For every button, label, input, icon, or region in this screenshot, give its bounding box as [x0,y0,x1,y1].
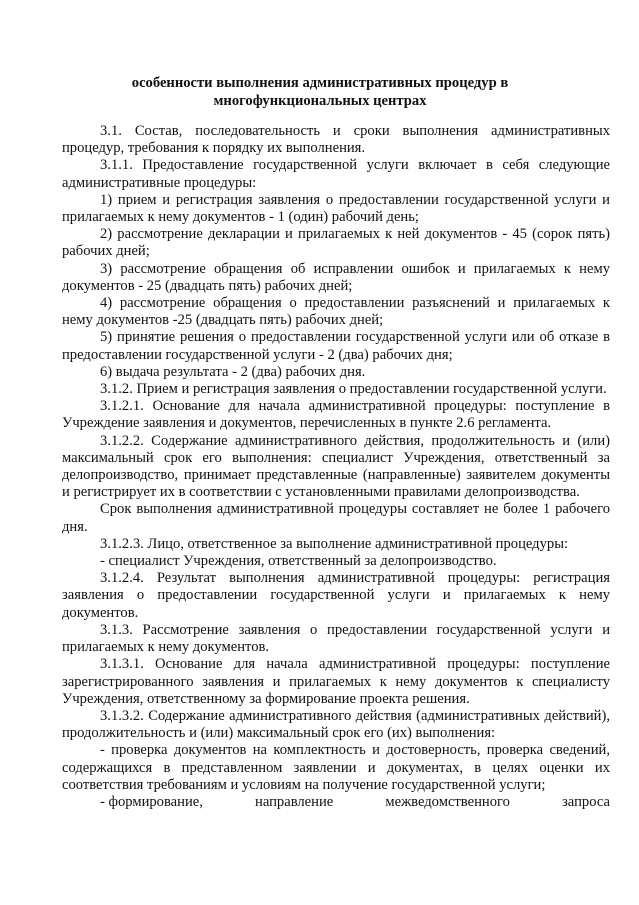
paragraph-3-1-2: 3.1.2. Прием и регистрация заявления о предоставлении государственной услуги. [100,381,607,398]
paragraph-3-1-3: 3.1.3. Рассмотрение заявления о предоставлении государственной услуги и прилагаемых к нему документов. [62,621,610,656]
paragraph-3-1-3-2: 3.1.3.2. Содержание административного действия (административных действий), продолжительность и (или) максимальный срок его (их) выполнения: [62,707,610,742]
bullet-document-check: - проверка документов на комплектность и достоверность, проверка сведений, содержащихся в представленном заявлении и документах, в целях оценки их соответствия требованиям и условиям на получение государственной услуги; [62,742,610,793]
list-item-6: 6) выдача результата - 2 (два) рабочих дня. [100,363,366,380]
paragraph-3-1-2-4: 3.1.2.4. Результат выполнения административной процедуры: регистрация заявления о предоставлении государственной услуги и прилагаемых к нему документов. [62,570,610,621]
document-body [62,123,610,811]
list-item-4: 4) рассмотрение обращения о предоставлении разъяснений и прилагаемых к нему документов -25 (двадцать пять) рабочих дней; [62,295,610,329]
section-heading [60,74,580,110]
list-item-3: 3) рассмотрение обращения об исправлении ошибок и прилагаемых к нему документов - 25 (двадцать пять) рабочих дней; [62,260,610,294]
last-line-word-2: направление [255,793,334,810]
paragraph-3-1-2-3: 3.1.2.3. Лицо, ответственное за выполнение административной процедуры: [100,535,569,552]
paragraph-deadline: Срок выполнения административной процедуры составляет не более 1 рабочего дня. [62,501,610,535]
last-line-word-4: запроса [562,793,610,810]
last-line-word-3: межведомственного [385,793,510,810]
paragraph-3-1-2-1: 3.1.2.1. Основание для начала административной процедуры: поступление в Учреждение заявления и документов, перечисленных в пункте 2.6 регламента. [62,398,610,432]
paragraph-last-line [62,794,610,811]
paragraph-3-1-2-2: 3.1.2.2. Содержание административного действия, продолжительность и (или) максимальный срок его выполнения: специалист Учреждения, ответственный за делопроизводство, принимает представленные (направленные) заявителем документы и регистрирует их в соответствии с установленными правилами делопроизводства. [62,432,610,501]
list-item-2: 2) рассмотрение декларации и прилагаемых к ней документов - 45 (сорок пять) рабочих дней; [62,226,610,260]
paragraph-3-1: 3.1. Состав, последовательность и сроки выполнения административных процедур, требования к порядку их выполнения. [62,123,610,157]
paragraph-3-1-3-1: 3.1.3.1. Основание для начала административной процедуры: поступление зарегистрированного заявления и прилагаемых к нему документов к специалисту Учреждения, ответственному за формирование проекта решения. [62,656,610,707]
heading-line-2: многофункциональных центрах [213,93,427,109]
list-item-5: 5) принятие решения о предоставлении государственной услуги или об отказе в предоставлении государственной услуги - 2 (два) рабочих дня; [62,329,610,363]
last-line-word-1: - формирование, [100,793,203,810]
bullet-specialist: - специалист Учреждения, ответственный за делопроизводство. [100,553,497,570]
paragraph-3-1-1: 3.1.1. Предоставление государственной услуги включает в себя следующие административные процедуры: [62,157,610,191]
list-item-1: 1) прием и регистрация заявления о предоставлении государственной услуги и прилагаемых к нему документов - 1 (один) рабочий день; [62,191,610,226]
heading-line-1: особенности выполнения административных процедур в [131,75,509,91]
